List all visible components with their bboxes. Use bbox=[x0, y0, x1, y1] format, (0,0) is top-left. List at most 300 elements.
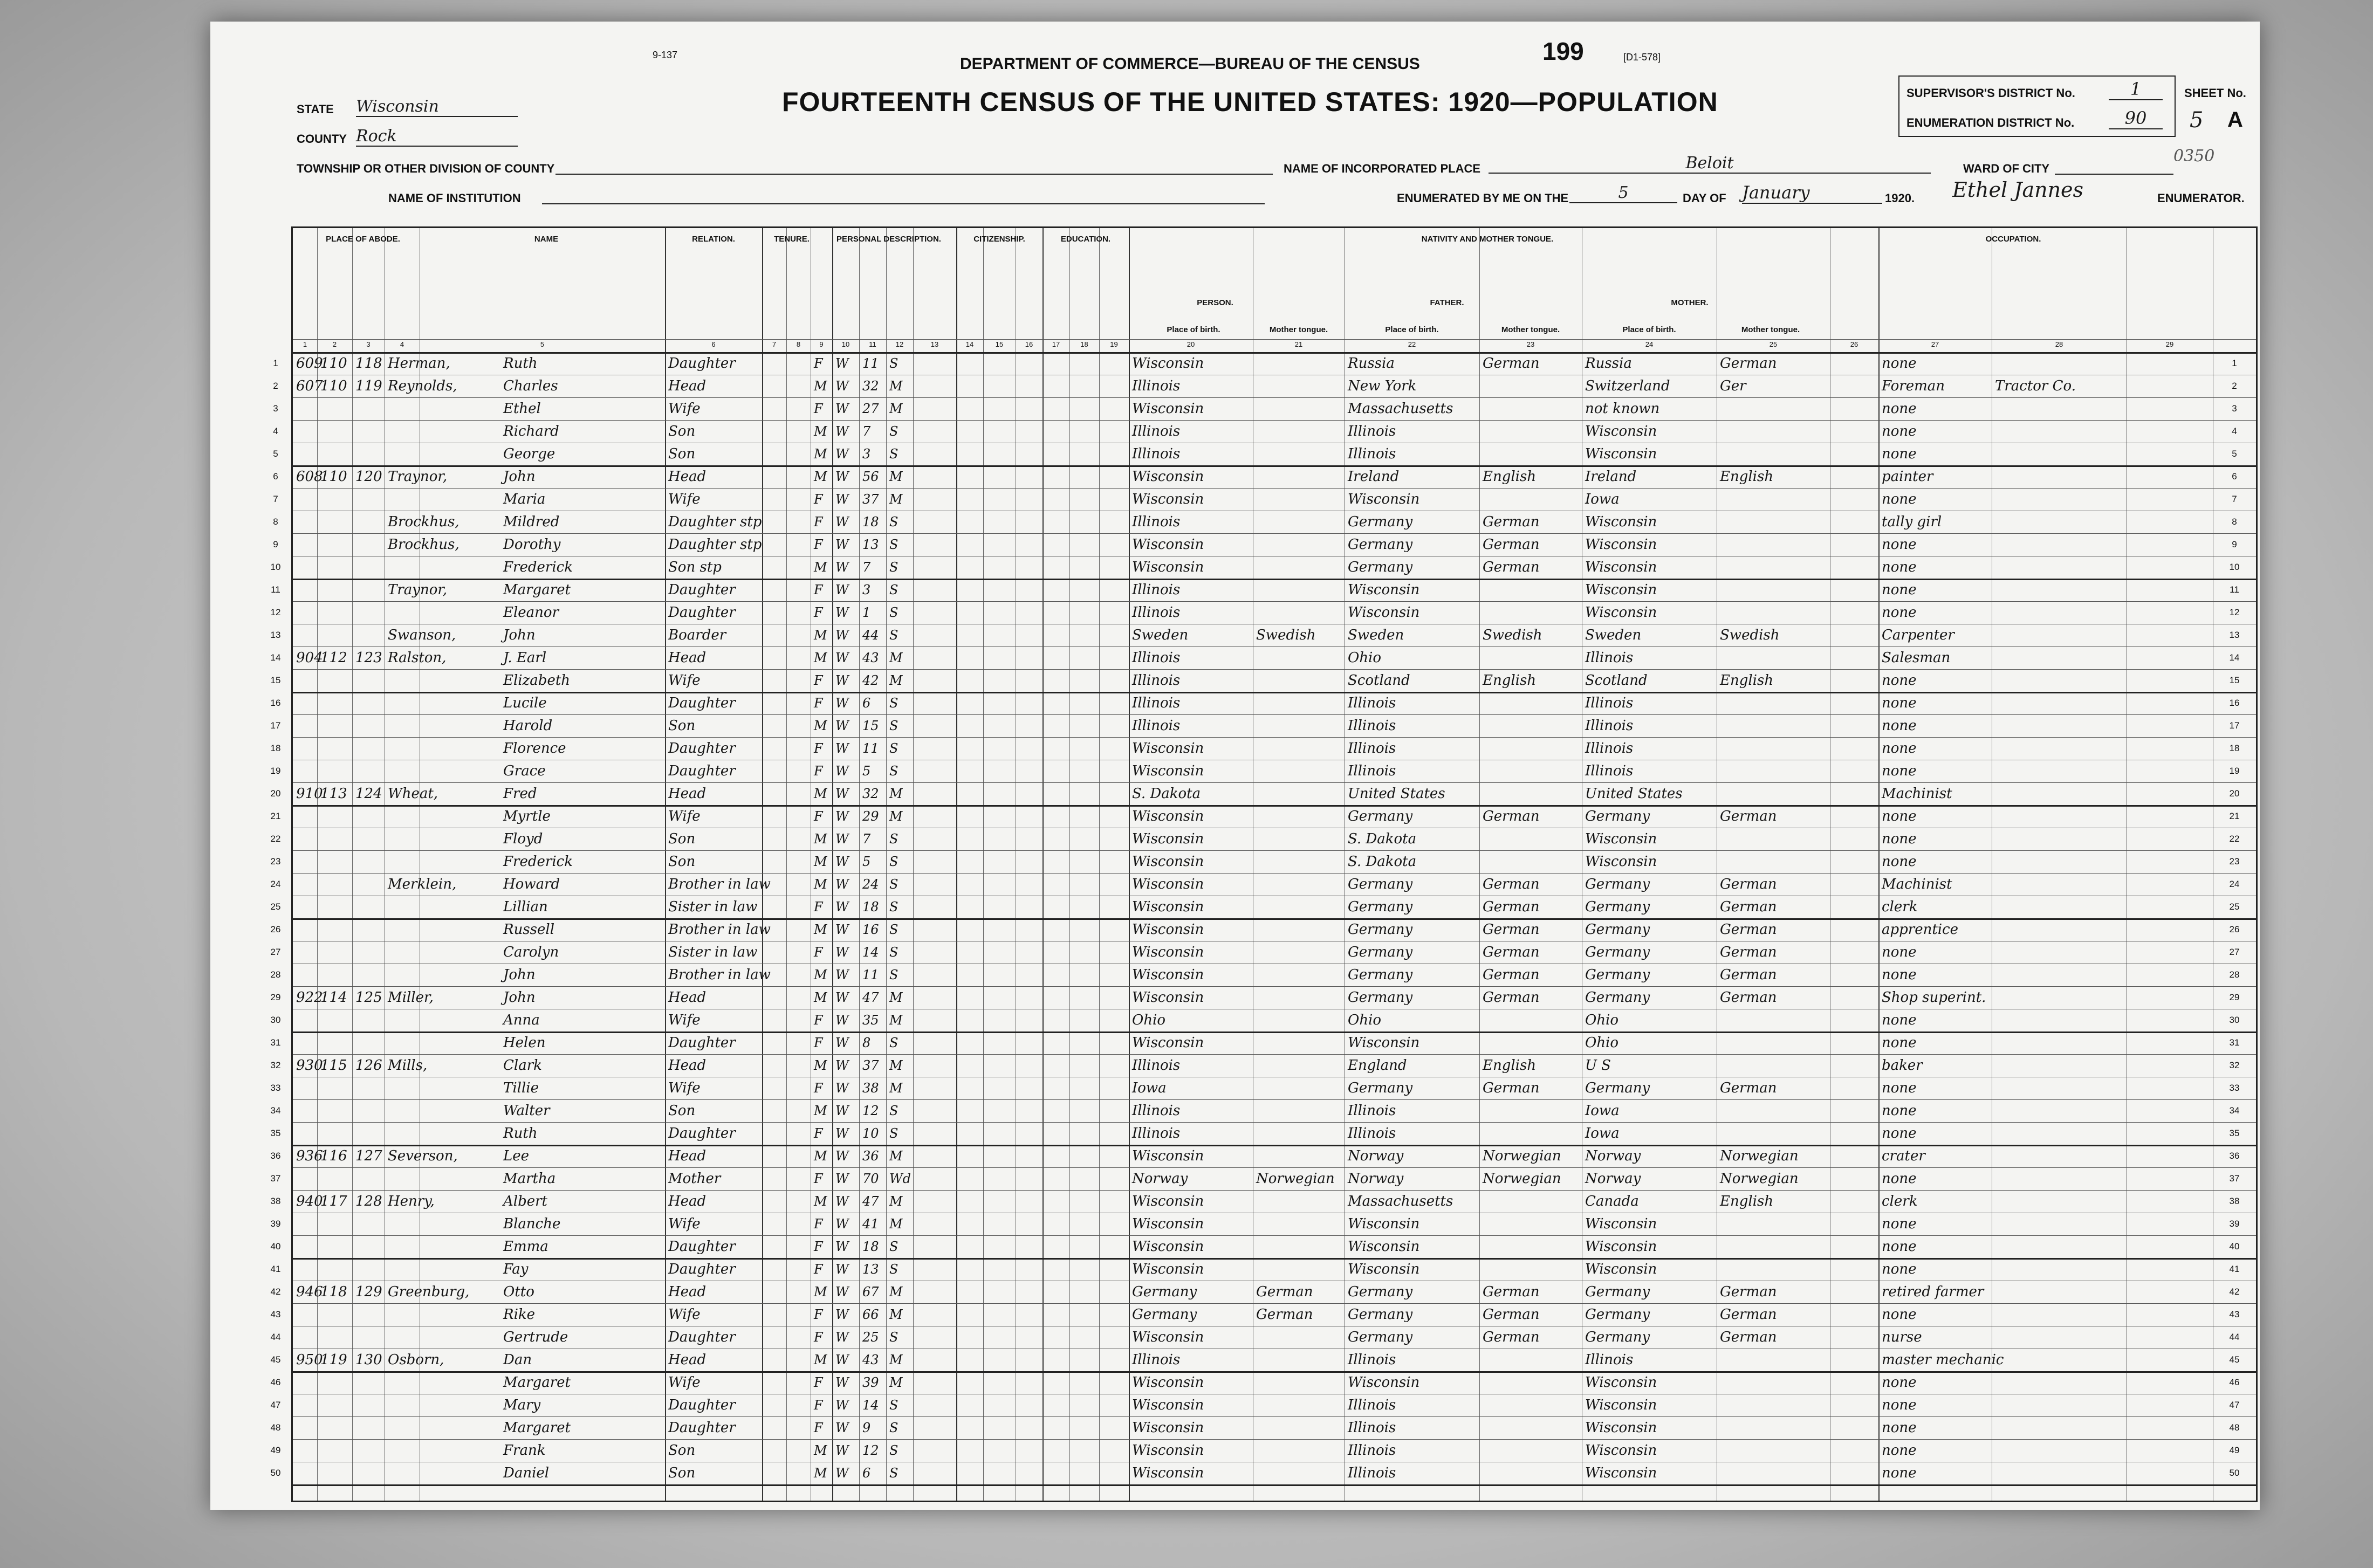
cell-sex: M bbox=[814, 1466, 827, 1481]
cell-fbirth: Ohio bbox=[1348, 1012, 1382, 1028]
column-divider bbox=[1043, 228, 1044, 1501]
line-number-right: 8 bbox=[2232, 517, 2237, 527]
cell-given: John bbox=[503, 469, 536, 485]
cell-rel: Daughter bbox=[668, 740, 736, 757]
cell-ms: M bbox=[889, 786, 903, 801]
cell-age: 5 bbox=[862, 854, 871, 869]
col-relation: RELATION. bbox=[692, 235, 735, 244]
cell-rel: Son bbox=[668, 1103, 696, 1119]
row-divider bbox=[293, 873, 2256, 874]
cell-mtongue: Norwegian bbox=[1720, 1148, 1799, 1164]
cell-ftongue: German bbox=[1483, 899, 1540, 915]
cell-occ: none bbox=[1882, 604, 1917, 621]
cell-street: 922 bbox=[296, 989, 323, 1006]
cell-ms: S bbox=[889, 1103, 899, 1118]
cell-race: W bbox=[835, 1375, 849, 1390]
cell-mtongue: Swedish bbox=[1720, 627, 1780, 643]
cell-race: W bbox=[835, 1081, 849, 1096]
cell-mtongue: German bbox=[1720, 921, 1777, 938]
row-divider bbox=[293, 850, 2256, 851]
line-number-right: 32 bbox=[2229, 1060, 2240, 1070]
line-number-right: 31 bbox=[2229, 1037, 2240, 1048]
row-divider bbox=[293, 1190, 2256, 1191]
institution-label: NAME OF INSTITUTION bbox=[388, 191, 521, 205]
cell-age: 18 bbox=[862, 899, 879, 914]
line-number: 31 bbox=[270, 1037, 281, 1048]
line-number-right: 40 bbox=[2229, 1241, 2240, 1251]
cell-sex: M bbox=[814, 469, 827, 484]
enumerated-label: ENUMERATED BY ME ON THE bbox=[1397, 191, 1569, 205]
cell-surname: Traynor, bbox=[388, 582, 448, 598]
cell-ms: S bbox=[889, 1420, 899, 1435]
cell-rel: Wife bbox=[668, 1012, 701, 1028]
cell-occ: none bbox=[1882, 355, 1917, 372]
line-number: 26 bbox=[270, 924, 281, 934]
cell-race: W bbox=[835, 537, 849, 552]
row-divider bbox=[293, 1099, 2256, 1100]
cell-given: Ruth bbox=[503, 355, 538, 372]
cell-rel: Son stp bbox=[668, 559, 722, 575]
line-number: 43 bbox=[270, 1309, 281, 1319]
incorporated-value: Beloit bbox=[1489, 154, 1931, 174]
column-divider bbox=[1069, 228, 1070, 1501]
line-number-right: 46 bbox=[2229, 1377, 2240, 1387]
cell-age: 13 bbox=[862, 537, 879, 552]
cell-surname: Merklein, bbox=[388, 876, 457, 892]
cell-ms: S bbox=[889, 1262, 899, 1277]
line-number-right: 7 bbox=[2232, 494, 2237, 504]
cell-age: 7 bbox=[862, 424, 871, 439]
cell-street: 930 bbox=[296, 1057, 323, 1074]
column-number: 25 bbox=[1769, 340, 1778, 348]
line-number: 37 bbox=[270, 1173, 281, 1184]
cell-ms: M bbox=[889, 1058, 903, 1073]
cell-dw: 112 bbox=[320, 650, 347, 666]
cell-ms: M bbox=[889, 401, 903, 416]
form-number: 9-137 bbox=[653, 50, 678, 60]
cell-sex: F bbox=[814, 401, 823, 416]
cell-ms: S bbox=[889, 922, 899, 937]
cell-occ: Machinist bbox=[1882, 876, 1952, 892]
cell-race: W bbox=[835, 854, 849, 869]
row-divider bbox=[293, 533, 2256, 534]
cell-ms: S bbox=[889, 514, 899, 529]
cell-birth: Wisconsin bbox=[1132, 1216, 1204, 1232]
cell-occ: none bbox=[1882, 1125, 1917, 1141]
cell-given: Martha bbox=[503, 1171, 556, 1187]
line-number: 47 bbox=[270, 1400, 281, 1410]
cell-fbirth: Illinois bbox=[1348, 1465, 1396, 1481]
cell-given: Myrtle bbox=[503, 808, 551, 824]
line-number-right: 49 bbox=[2229, 1445, 2240, 1455]
cell-birth: Illinois bbox=[1132, 650, 1181, 666]
cell-dw: 114 bbox=[320, 989, 347, 1006]
col-citizenship: CITIZENSHIP. bbox=[973, 235, 1025, 244]
township-label: TOWNSHIP OR OTHER DIVISION OF COUNTY bbox=[297, 162, 555, 175]
cell-race: W bbox=[835, 1352, 849, 1367]
cell-dw: 118 bbox=[320, 1284, 347, 1300]
cell-sex: M bbox=[814, 786, 827, 801]
cell-occ: none bbox=[1882, 1103, 1917, 1119]
column-number: 20 bbox=[1186, 340, 1195, 348]
line-number: 15 bbox=[270, 675, 281, 685]
cell-birth: Illinois bbox=[1132, 1125, 1181, 1141]
cell-sex: F bbox=[814, 1035, 823, 1050]
row-divider bbox=[293, 737, 2256, 738]
cell-given: George bbox=[503, 446, 555, 462]
line-number-right: 34 bbox=[2229, 1105, 2240, 1116]
cell-race: W bbox=[835, 1035, 849, 1050]
line-number-right: 45 bbox=[2229, 1354, 2240, 1365]
line-number: 34 bbox=[270, 1105, 281, 1116]
cell-sex: F bbox=[814, 1330, 823, 1345]
cell-dw: 119 bbox=[320, 1352, 347, 1368]
cell-sex: M bbox=[814, 967, 827, 982]
line-number-right: 16 bbox=[2229, 698, 2240, 708]
cell-age: 24 bbox=[862, 877, 879, 892]
line-number-right: 18 bbox=[2229, 743, 2240, 753]
cell-age: 11 bbox=[862, 967, 879, 982]
line-number-right: 5 bbox=[2232, 449, 2237, 459]
cell-ms: M bbox=[889, 379, 903, 394]
row-divider bbox=[293, 488, 2256, 489]
cell-mbirth: Illinois bbox=[1585, 763, 1634, 779]
cell-fbirth: Wisconsin bbox=[1348, 1035, 1420, 1051]
row-divider bbox=[293, 669, 2256, 670]
cell-ms: S bbox=[889, 1126, 899, 1141]
cell-birth: Wisconsin bbox=[1132, 1465, 1204, 1481]
cell-rel: Brother in law bbox=[668, 967, 771, 983]
enumerated-day: 5 bbox=[1569, 183, 1677, 203]
cell-birth: Wisconsin bbox=[1132, 1148, 1204, 1164]
cell-given: Charles bbox=[503, 378, 558, 394]
column-number: 21 bbox=[1294, 340, 1303, 348]
cell-rel: Daughter bbox=[668, 582, 736, 598]
line-number: 35 bbox=[270, 1128, 281, 1138]
cell-sex: M bbox=[814, 854, 827, 869]
cell-rel: Sister in law bbox=[668, 899, 758, 915]
cell-race: W bbox=[835, 877, 849, 892]
line-number: 11 bbox=[271, 584, 280, 595]
cell-given: Blanche bbox=[503, 1216, 561, 1232]
row-divider bbox=[293, 1439, 2256, 1440]
cell-birth: Wisconsin bbox=[1132, 491, 1204, 507]
cell-given: Fred bbox=[503, 786, 537, 802]
cell-fam: 129 bbox=[355, 1284, 382, 1300]
column-divider bbox=[665, 228, 666, 1501]
cell-mbirth: Wisconsin bbox=[1585, 831, 1657, 847]
column-number: 3 bbox=[366, 340, 371, 348]
cell-birth: Wisconsin bbox=[1132, 1329, 1204, 1345]
cell-birth: Wisconsin bbox=[1132, 1261, 1204, 1277]
cell-ms: M bbox=[889, 1013, 903, 1028]
cell-race: W bbox=[835, 650, 849, 665]
cell-occ: none bbox=[1882, 740, 1917, 757]
cell-sex: M bbox=[814, 1352, 827, 1367]
cell-rel: Wife bbox=[668, 808, 701, 824]
cell-fbirth: Illinois bbox=[1348, 446, 1396, 462]
cell-fbirth: Massachusetts bbox=[1348, 401, 1453, 417]
cell-ms: S bbox=[889, 628, 899, 643]
cell-birth: Sweden bbox=[1132, 627, 1189, 643]
cell-rel: Brother in law bbox=[668, 921, 771, 938]
cell-race: W bbox=[835, 628, 849, 643]
cell-mbirth: Wisconsin bbox=[1585, 1465, 1657, 1481]
cell-race: W bbox=[835, 356, 849, 371]
cell-occ: none bbox=[1882, 446, 1917, 462]
cell-mbirth: Germany bbox=[1585, 899, 1650, 915]
cell-sex: F bbox=[814, 1171, 823, 1186]
cell-rel: Boarder bbox=[668, 627, 726, 643]
cell-race: W bbox=[835, 673, 849, 688]
supervisor-label: SUPERVISOR'S DISTRICT No. bbox=[1906, 86, 2075, 100]
cell-age: 32 bbox=[862, 379, 879, 394]
cell-given: Lucile bbox=[503, 695, 547, 711]
cell-rel: Daughter bbox=[668, 1239, 736, 1255]
column-number: 23 bbox=[1526, 340, 1535, 348]
line-number-right: 10 bbox=[2229, 562, 2240, 572]
line-number: 23 bbox=[270, 856, 281, 866]
institution-line bbox=[542, 203, 1265, 204]
sheet-value: 5 bbox=[2190, 108, 2204, 133]
line-number-right: 9 bbox=[2232, 539, 2237, 549]
cell-surname: Herman, bbox=[388, 355, 450, 372]
cell-dw: 117 bbox=[320, 1193, 347, 1209]
line-number-right: 41 bbox=[2229, 1264, 2240, 1274]
col-occupation: OCCUPATION. bbox=[1985, 235, 2041, 244]
cell-birth: Wisconsin bbox=[1132, 537, 1204, 553]
line-number-right: 47 bbox=[2229, 1400, 2240, 1410]
cell-race: W bbox=[835, 492, 849, 507]
cell-occ: none bbox=[1882, 967, 1917, 983]
incorporated-label: NAME OF INCORPORATED PLACE bbox=[1284, 162, 1481, 175]
cell-occ: apprentice bbox=[1882, 921, 1959, 938]
cell-rel: Daughter bbox=[668, 604, 736, 621]
cell-fbirth: Germany bbox=[1348, 808, 1413, 824]
cell-sex: F bbox=[814, 605, 823, 620]
cell-given: Tillie bbox=[503, 1080, 539, 1096]
cell-ms: S bbox=[889, 446, 899, 462]
cell-birth: S. Dakota bbox=[1132, 786, 1201, 802]
row-divider bbox=[293, 601, 2256, 602]
cell-given: Richard bbox=[503, 423, 559, 439]
cell-ms: M bbox=[889, 1149, 903, 1164]
line-number: 32 bbox=[270, 1060, 281, 1070]
cell-ms: S bbox=[889, 1330, 899, 1345]
cell-ftongue: German bbox=[1483, 559, 1540, 575]
cell-birth: Wisconsin bbox=[1132, 854, 1204, 870]
cell-surname: Traynor, bbox=[388, 469, 448, 485]
cell-given: Frederick bbox=[503, 559, 573, 575]
cell-mbirth: Illinois bbox=[1585, 1352, 1634, 1368]
cell-birth: Wisconsin bbox=[1132, 831, 1204, 847]
cell-age: 25 bbox=[862, 1330, 879, 1345]
cell-surname: Brockhus, bbox=[388, 514, 459, 530]
cell-race: W bbox=[835, 560, 849, 575]
cell-race: W bbox=[835, 1398, 849, 1413]
line-number-right: 35 bbox=[2229, 1128, 2240, 1138]
cell-sex: F bbox=[814, 1262, 823, 1277]
line-number: 12 bbox=[270, 607, 281, 617]
cell-race: W bbox=[835, 446, 849, 462]
cell-given: Ethel bbox=[503, 401, 541, 417]
cell-fbirth: Illinois bbox=[1348, 1442, 1396, 1459]
cell-age: 27 bbox=[862, 401, 879, 416]
cell-race: W bbox=[835, 1013, 849, 1028]
line-number: 13 bbox=[270, 630, 281, 640]
cell-sex: M bbox=[814, 990, 827, 1005]
cell-birth: Illinois bbox=[1132, 446, 1181, 462]
cell-mbirth: Wisconsin bbox=[1585, 1239, 1657, 1255]
cell-age: 9 bbox=[862, 1420, 871, 1435]
cell-rel: Daughter bbox=[668, 1035, 736, 1051]
line-number-right: 21 bbox=[2229, 811, 2240, 821]
cell-given: Mary bbox=[503, 1397, 541, 1413]
cell-age: 14 bbox=[862, 945, 879, 960]
cell-fbirth: S. Dakota bbox=[1348, 854, 1417, 870]
cell-rel: Son bbox=[668, 831, 696, 847]
cell-occ: none bbox=[1882, 695, 1917, 711]
cell-ms: M bbox=[889, 673, 903, 688]
row-divider bbox=[293, 1167, 2256, 1168]
line-number-right: 12 bbox=[2229, 607, 2240, 617]
cell-rel: Daughter bbox=[668, 695, 736, 711]
department-heading: DEPARTMENT OF COMMERCE—BUREAU OF THE CENSUS bbox=[960, 55, 1420, 73]
cell-birth: Wisconsin bbox=[1132, 1442, 1204, 1459]
cell-fbirth: Illinois bbox=[1348, 1352, 1396, 1368]
cell-ftongue: Norwegian bbox=[1483, 1148, 1561, 1164]
cell-given: Margaret bbox=[503, 1420, 571, 1436]
cell-mbirth: Ohio bbox=[1585, 1012, 1619, 1028]
line-number-right: 22 bbox=[2229, 834, 2240, 844]
line-number: 29 bbox=[270, 992, 281, 1002]
cell-rel: Son bbox=[668, 854, 696, 870]
column-divider bbox=[1129, 228, 1130, 1501]
line-number-right: 25 bbox=[2229, 902, 2240, 912]
line-number-right: 33 bbox=[2229, 1083, 2240, 1093]
cell-ms: S bbox=[889, 764, 899, 779]
cell-age: 66 bbox=[862, 1307, 879, 1322]
column-number: 26 bbox=[1850, 340, 1858, 348]
cell-fbirth: Germany bbox=[1348, 1329, 1413, 1345]
line-number: 19 bbox=[270, 766, 281, 776]
cell-occ: none bbox=[1882, 763, 1917, 779]
cell-ftongue: German bbox=[1483, 514, 1540, 530]
line-number: 45 bbox=[270, 1354, 281, 1365]
column-number: 29 bbox=[2165, 340, 2174, 348]
column-divider bbox=[859, 228, 860, 1501]
cell-ms: S bbox=[889, 560, 899, 575]
cell-given: Ruth bbox=[503, 1125, 538, 1141]
cell-mbirth: Wisconsin bbox=[1585, 1374, 1657, 1391]
page-title: FOURTEENTH CENSUS OF THE UNITED STATES: 1920—POPULATION bbox=[782, 87, 1718, 117]
cell-sex: M bbox=[814, 1284, 827, 1299]
cell-given: John bbox=[503, 967, 536, 983]
cell-ms: M bbox=[889, 1216, 903, 1232]
cell-mbirth: Wisconsin bbox=[1585, 423, 1657, 439]
cell-fbirth: Germany bbox=[1348, 559, 1413, 575]
cell-rel: Son bbox=[668, 1442, 696, 1459]
cell-rel: Son bbox=[668, 1465, 696, 1481]
cell-given: Howard bbox=[503, 876, 560, 892]
cell-occ: none bbox=[1882, 582, 1917, 598]
cell-ftongue: Norwegian bbox=[1483, 1171, 1561, 1187]
cell-occ: Salesman bbox=[1882, 650, 1951, 666]
cell-sex: F bbox=[814, 356, 823, 371]
cell-age: 14 bbox=[862, 1398, 879, 1413]
cell-age: 47 bbox=[862, 1194, 879, 1209]
cell-ms: S bbox=[889, 582, 899, 597]
cell-birth: Wisconsin bbox=[1132, 944, 1204, 960]
cell-given: Floyd bbox=[503, 831, 543, 847]
cell-fbirth: Wisconsin bbox=[1348, 1261, 1420, 1277]
row-divider bbox=[293, 1235, 2256, 1236]
cell-ms: S bbox=[889, 696, 899, 711]
cell-rel: Wife bbox=[668, 1374, 701, 1391]
cell-mbirth: Wisconsin bbox=[1585, 1261, 1657, 1277]
cell-age: 38 bbox=[862, 1081, 879, 1096]
cell-ftongue: German bbox=[1483, 1306, 1540, 1323]
cell-street: 607 bbox=[296, 378, 323, 394]
line-number-right: 39 bbox=[2229, 1219, 2240, 1229]
row-divider bbox=[293, 1303, 2256, 1304]
county-value: Rock bbox=[356, 127, 518, 147]
cell-rel: Son bbox=[668, 446, 696, 462]
cell-occ: Carpenter bbox=[1882, 627, 1954, 643]
cell-ms: M bbox=[889, 1284, 903, 1299]
cell-birth: Wisconsin bbox=[1132, 1035, 1204, 1051]
cell-mtongue: German bbox=[1720, 808, 1777, 824]
cell-fbirth: Wisconsin bbox=[1348, 582, 1420, 598]
cell-mbirth: Wisconsin bbox=[1585, 514, 1657, 530]
cell-age: 42 bbox=[862, 673, 879, 688]
col-name: NAME bbox=[534, 235, 559, 244]
cell-fbirth: Wisconsin bbox=[1348, 1239, 1420, 1255]
ward-line bbox=[2055, 174, 2173, 175]
archive-stamp: 0350 bbox=[2173, 147, 2215, 166]
cell-fam: 130 bbox=[355, 1352, 382, 1368]
column-number: 7 bbox=[772, 340, 777, 348]
cell-mbirth: Wisconsin bbox=[1585, 1397, 1657, 1413]
cell-mbirth: Illinois bbox=[1585, 718, 1634, 734]
cell-age: 44 bbox=[862, 628, 879, 643]
row-divider bbox=[293, 714, 2256, 715]
cell-fbirth: Wisconsin bbox=[1348, 1216, 1420, 1232]
line-number: 1 bbox=[273, 358, 278, 368]
cell-age: 36 bbox=[862, 1149, 879, 1164]
cell-sex: F bbox=[814, 899, 823, 914]
cell-race: W bbox=[835, 1262, 849, 1277]
cell-occ: none bbox=[1882, 1465, 1917, 1481]
cell-ms: S bbox=[889, 854, 899, 869]
cell-fbirth: Germany bbox=[1348, 1306, 1413, 1323]
cell-rel: Daughter bbox=[668, 355, 736, 372]
cell-fbirth: Illinois bbox=[1348, 695, 1396, 711]
line-number: 41 bbox=[270, 1264, 281, 1274]
cell-rel: Head bbox=[668, 1057, 707, 1074]
row-divider bbox=[293, 986, 2256, 987]
cell-dw: 115 bbox=[320, 1057, 347, 1074]
cell-occ: none bbox=[1882, 808, 1917, 824]
cell-fbirth: Germany bbox=[1348, 944, 1413, 960]
cell-sex: F bbox=[814, 1013, 823, 1028]
cell-ms: M bbox=[889, 469, 903, 484]
cell-occ: Machinist bbox=[1882, 786, 1952, 802]
cell-rel: Head bbox=[668, 1352, 707, 1368]
cell-fam: 119 bbox=[355, 378, 382, 394]
cell-given: Elizabeth bbox=[503, 672, 571, 689]
cell-ftongue: Swedish bbox=[1483, 627, 1542, 643]
